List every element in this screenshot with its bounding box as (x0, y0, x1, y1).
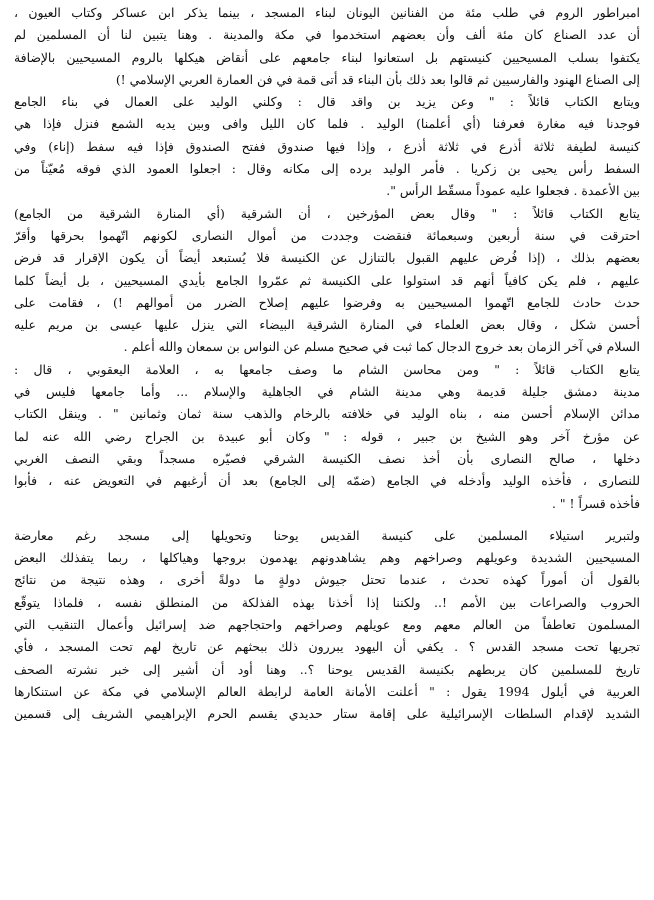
text-line: يتابع الكتاب قائلاً : " ومن محاسن الشام ما وصف جامعها به ، العلامة اليعقوبي ، قال : (14, 361, 640, 377)
paragraph-gap (14, 515, 640, 525)
text-line: فأخذه قسراً ! " . (552, 495, 640, 511)
text-line: أحسن شكل ، وقال بعض العلماء في المنارة الشرقية البيضاء التي ينزل عليها عيسى بن مريم عليه (14, 317, 640, 333)
text-line: فوجدنا فيه مغارة فعرفنا (أي أعلمنا) الوليد . فلما كان الليل وافى وبين يديه الشمع فنزل فإذا هي (14, 116, 640, 132)
text-line: ولتبرير استيلاء المسلمين على كنيسة القديس يوحنا وتحويلها إلى مسجد رغم معارضة (14, 527, 640, 543)
text-line: عن مؤرخ آخر وهو الشيخ بن جبير ، قوله : " وكان أبو عبيدة بن الجراح رضي الله عنه لما (14, 428, 640, 444)
text-line: دخلها ، صالح النصارى بأن أخذ نصف الكنيسة الشرقي فصيّره مسجداً وبقي النصف الغربي (14, 450, 640, 466)
text-line: للنصارى ، فأخذه الوليد وأدخله في الجامع (ضمّه إلى الجامع) بعد أن أرغبهم في التعويض عنه ، فأبوا (14, 473, 640, 489)
text-line: الشديد لإقدام السلطات الإسرائيلية على إقامة ستار حديدي يقسم الحرم الإبراهيمي الشريف إلى قسمين (14, 706, 640, 722)
text-line: بالقول أن أموراً كهذه تحدث ، عندما تحتل جيوش دولةٍ ما دولةً أخرى ، وهذه نتيجة من نتائج (14, 572, 640, 588)
text-line: يكتفوا بسلب المسيحيين كنيستهم بل استعانوا لبناء جامعهم على أنقاض هيكلها بالروم المسيحيين بالإضافة (14, 49, 640, 65)
text-line: المسلمون تعاطفاً من العالم معهم ومع عويلهم وصراخهم واحتجاجهم ضد إسرائيل وأعمال التنقيب التي (14, 617, 640, 633)
text-line: تاريخ للمسلمين كان يربطهم بكنيسة القديس يوحنا ؟.. وهنا أود أن أشير إلى خبر نشرته الصحف (14, 661, 640, 677)
text-line: عليهم ، فلم يكن كافياً أنهم قد استولوا على الكنيسة ثم عمّروا الجامع بأيدي المسيحيين ، بل أيضاً كلما (14, 272, 640, 288)
text-line: كنيسة لطيفة ثلاثة أذرع في ثلاثة أذرع ، وإذا فيها صندوق ففتح الصندوق فإذا فيه سفط (إناء) وفي (14, 138, 640, 154)
text-line: تجريها تحت مسجد القدس ؟ . يكفي أن اليهود يبررون ذلك ببحثهم عن تاريخ لهم تحت المسجد ، فأي (14, 639, 640, 655)
text-line: الحروب والصراعات بين الأمم !.. ولكننا إذا أخذنا بهذه الفذلكة من المنطلق نفسه ، فلماذا يتوقّع (14, 594, 640, 610)
text-line: إلى الصناع الهنود والفارسيين ثم قالوا بعد ذلك بأن البناء قد أتى قمة في فن العمارة العربي الإسلامي !) (115, 71, 640, 87)
text-line: حدث حادث للجامع اتّهموا المسيحيين به وفرضوا عليهم إصلاح الضرر من أموالهم !) ، فقامت على (14, 294, 640, 310)
text-line: السفط رأس يحيى بن زكريا . فأمر الوليد برده إلى مكانه وقال : اجعلوا العمود الذي فوقه مُعيّناً من (14, 161, 640, 177)
text-line: احترقت في سنة أربعين وسبعمائة فنقضت وجددت من أموال النصارى لكونهم اتّهموا بحرقها وأقرّ (14, 227, 640, 243)
text-line: العربية في أيلول 1994 يقول : " أعلنت الأمانة العامة لرابطة العالم الإسلامي في مكة عن استنكارها (14, 683, 640, 699)
text-line: مدينة دمشق جليلة قديمة وهي مدينة الشام في الجاهلية والإسلام ... وأما جامعها فليس في (14, 384, 640, 400)
text-line: بعضهم بذلك ، (إذا فُرض عليهم القبول بالتنازل عن الكنيسة فلا يُستبعد أيضاً أن يكون الإقرار قد فرض (14, 250, 640, 266)
text-line: بين الأعمدة . فجعلوا عليه عموداً مسقّط الرأس ". (386, 183, 640, 199)
text-line: امبراطور الروم في طلب مئة من الفنانين اليونان لبناء المسجد ، بينما يذكر ابن عساكر وكتاب العيون ، (14, 5, 640, 20)
text-line: يتابع الكتاب قائلاً : " وقال بعض المؤرخين ، أن الشرقية (أي المنارة الشرقية من الجامع) (14, 205, 640, 221)
text-line: ويتابع الكتاب قائلاً : " وعن يزيد بن واقد قال : وكلني الوليد على العمال في بناء الجامع (14, 94, 640, 110)
text-line: المسيحيين الشديدة وعويلهم وصراخهم وهم يشاهدونهم يهدمون بروجها وهياكلها ، ربما يتفذلك البعض (14, 550, 640, 566)
text-line: مدائن الإسلام أحسن منه ، بناه الوليد في خلافته بالرخام والذهب سنة ثمان وثمانين " . وينقل الكتاب (14, 406, 640, 422)
text-line: السلام في آخر الزمان بعد خروج الدجال كما ثبت في صحيح مسلم عن النواس بن سمعان والله أعلم . (123, 339, 640, 355)
text-line: أن عدد الصناع كان مئة ألف وأن بعضهم استخدموا في مكة والمدينة . وهنا يتبين لنا أن المسلمين لم (14, 27, 640, 43)
